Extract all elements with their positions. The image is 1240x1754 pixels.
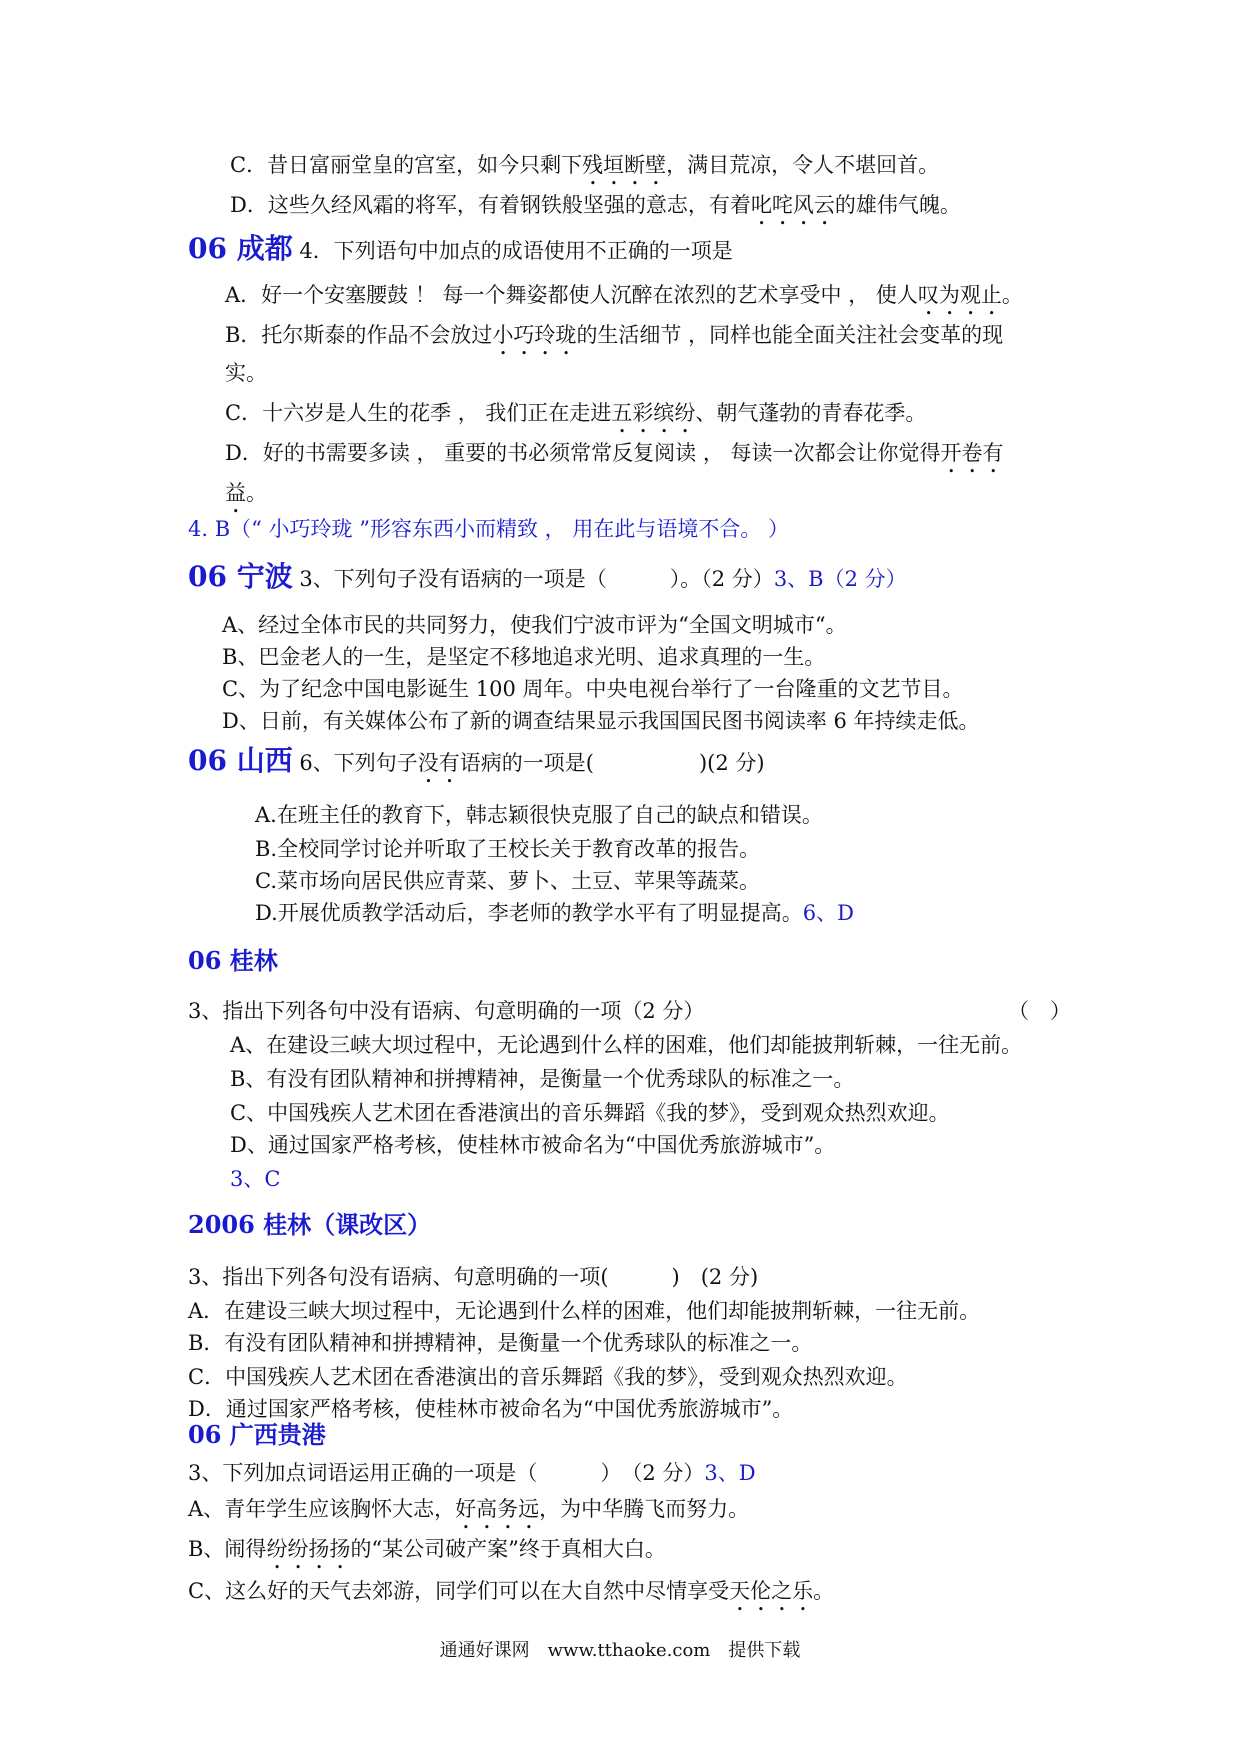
option-text: 的雄伟气魄。 bbox=[834, 193, 961, 217]
section-header: 06 成都 bbox=[188, 232, 293, 265]
answer-text: 6、D bbox=[802, 901, 854, 925]
section-header: 2006 桂林（课改区） bbox=[188, 1210, 432, 1239]
option-text: C、这么好的天气去郊游，同学们可以在大自然中尽情享受 bbox=[188, 1579, 730, 1603]
dotted-idiom: 叱咤风云 bbox=[750, 193, 835, 217]
option-text: 。 bbox=[813, 1579, 835, 1603]
option-c-line bbox=[230, 150, 939, 190]
page-footer: 通通好课网 www.tthaoke.com 提供下载 bbox=[439, 1640, 801, 1661]
option-text: ，为中华腾飞而努力。 bbox=[539, 1497, 750, 1521]
option-b: B．有没有团队精神和拼搏精神，是衡量一个优秀球队的标准之一。 bbox=[188, 1331, 813, 1355]
dotted-idiom: 纷纷扬扬 bbox=[266, 1537, 351, 1561]
question-text: 6、下列句子 bbox=[299, 751, 418, 775]
option-c: C、为了纪念中国电影诞生 100 周年。中央电视台举行了一台隆重的文艺节目。 bbox=[222, 677, 964, 701]
option-b-continuation: 实。 bbox=[225, 361, 267, 385]
option-text: 、朝气蓬勃的青春花季。 bbox=[695, 401, 927, 425]
dotted-idiom: 小巧玲珑 bbox=[492, 323, 577, 347]
guigang-question-line bbox=[188, 1458, 756, 1488]
section-header: 06 广西贵港 bbox=[188, 1420, 326, 1449]
option-c: C.菜市场向居民供应青菜、萝卜、土豆、苹果等蔬菜。 bbox=[255, 869, 760, 893]
option-text: ，满目荒凉，令人不堪回首。 bbox=[666, 153, 940, 177]
dotted-idiom: 开卷有 bbox=[940, 441, 1004, 465]
question-text: 语病的一项是( )(2 分) bbox=[459, 751, 765, 775]
option-d: D、通过国家严格考核，使桂林市被命名为“中国优秀旅游城市”。 bbox=[230, 1133, 836, 1157]
question-text: 3、指出下列各句中没有语病、句意明确的一项（2 分） bbox=[188, 999, 705, 1023]
option-text: D.开展优质教学活动后，李老师的教学水平有了明显提高。 bbox=[255, 901, 803, 925]
question-text: 3、指出下列各句没有语病、句意明确的一项( ) (2 分) bbox=[188, 1265, 759, 1289]
option-b: B.全校同学讨论并听取了王校长关于教育改革的报告。 bbox=[255, 837, 761, 861]
option-text: A、青年学生应该胸怀大志， bbox=[188, 1497, 456, 1521]
chengdu-question-line bbox=[188, 234, 733, 266]
option-a: A.在班主任的教育下，韩志颖很快克服了自己的缺点和错误。 bbox=[255, 803, 823, 827]
option-text: 。 bbox=[246, 481, 267, 505]
option-d-continuation bbox=[225, 478, 267, 518]
answer-bracket: （ ） bbox=[1008, 999, 1071, 1023]
option-a-line bbox=[225, 280, 1023, 320]
option-text: D．好的书需要多读 ， 重要的书必须常常反复阅读 ， 每读一次都会让你觉得 bbox=[225, 441, 941, 465]
option-text: A．好一个安塞腰鼓 ！ 每一个舞姿都使人沉醉在浓烈的艺术享受中 ， 使人 bbox=[225, 283, 918, 307]
question-text: 4．下列语句中加点的成语使用不正确的一项是 bbox=[299, 239, 733, 263]
section-header: 06 宁波 bbox=[188, 560, 293, 593]
option-d: D．通过国家严格考核，使桂林市被命名为“中国优秀旅游城市”。 bbox=[188, 1397, 794, 1421]
option-d: D、日前，有关媒体公布了新的调查结果显示我国国民图书阅读率 6 年持续走低。 bbox=[222, 709, 980, 733]
question-text: 3、下列加点词语运用正确的一项是（ ） （2 分） bbox=[188, 1461, 705, 1485]
ningbo-question-line bbox=[188, 562, 907, 594]
shanxi-question-line bbox=[188, 746, 765, 788]
option-c-line bbox=[225, 398, 926, 438]
option-b-line bbox=[225, 320, 1003, 360]
dotted-idiom: 益 bbox=[225, 481, 246, 505]
option-a: A、经过全体市民的共同努力，使我们宁波市评为“全国文明城市“。 bbox=[222, 613, 847, 637]
answer-text: 4. B（“ 小巧玲珑 ”形容东西小而精致 ， 用在此与语境不合。 ） bbox=[188, 517, 789, 541]
answer-text: 3、B（2 分） bbox=[773, 567, 907, 591]
option-a: A、在建设三峡大坝过程中，无论遇到什么样的困难，他们却能披荆斩棘，一往无前。 bbox=[230, 1033, 1023, 1057]
option-text: 的“某公司破产案”终于真相大白。 bbox=[350, 1537, 666, 1561]
option-text: C．十六岁是人生的花季 ， 我们正在走进 bbox=[225, 401, 612, 425]
option-text: 。 bbox=[1001, 283, 1023, 307]
option-a: A．在建设三峡大坝过程中，无论遇到什么样的困难，他们却能披荆斩棘，一往无前。 bbox=[188, 1299, 981, 1323]
option-c-line bbox=[188, 1576, 834, 1616]
section-header: 06 山西 bbox=[188, 744, 293, 777]
dotted-word: 没有 bbox=[417, 751, 460, 775]
option-c: C．中国残疾人艺术团在香港演出的音乐舞蹈《我的梦》，受到观众热烈欢迎。 bbox=[188, 1365, 908, 1389]
option-d-line bbox=[225, 438, 1004, 478]
dotted-idiom: 五彩缤纷 bbox=[611, 401, 696, 425]
option-text: B、闹得 bbox=[188, 1537, 267, 1561]
option-d-line bbox=[255, 898, 854, 928]
dotted-idiom: 天伦之乐 bbox=[729, 1579, 814, 1603]
option-b-line bbox=[188, 1534, 666, 1574]
option-text: C．昔日富丽堂皇的宫室，如今只剩下 bbox=[230, 153, 583, 177]
option-text: 的生活细节 ，同样也能全面关注社会变革的现 bbox=[576, 323, 1004, 347]
option-a-line bbox=[188, 1494, 749, 1534]
dotted-idiom: 好高务远 bbox=[455, 1497, 540, 1521]
option-b: B、有没有团队精神和拼搏精神，是衡量一个优秀球队的标准之一。 bbox=[230, 1067, 855, 1091]
question-text: 3、下列句子没有语病的一项是（ ）。（2 分） bbox=[299, 567, 774, 591]
answer-text: 3、C bbox=[230, 1167, 281, 1191]
option-text: B．托尔斯泰的作品不会放过 bbox=[225, 323, 493, 347]
option-c: C、中国残疾人艺术团在香港演出的音乐舞蹈《我的梦》，受到观众热烈欢迎。 bbox=[230, 1101, 950, 1125]
option-b: B、巴金老人的一生，是坚定不移地追求光明、追求真理的一生。 bbox=[222, 645, 826, 669]
dotted-idiom: 残垣断壁 bbox=[582, 153, 667, 177]
answer-text: 3、D bbox=[704, 1461, 756, 1485]
dotted-idiom: 叹为观止 bbox=[917, 283, 1002, 307]
section-header: 06 桂林 bbox=[188, 946, 278, 975]
option-d-line bbox=[230, 190, 961, 230]
option-text: D．这些久经风霜的将军，有着钢铁般坚强的意志，有着 bbox=[230, 193, 751, 217]
